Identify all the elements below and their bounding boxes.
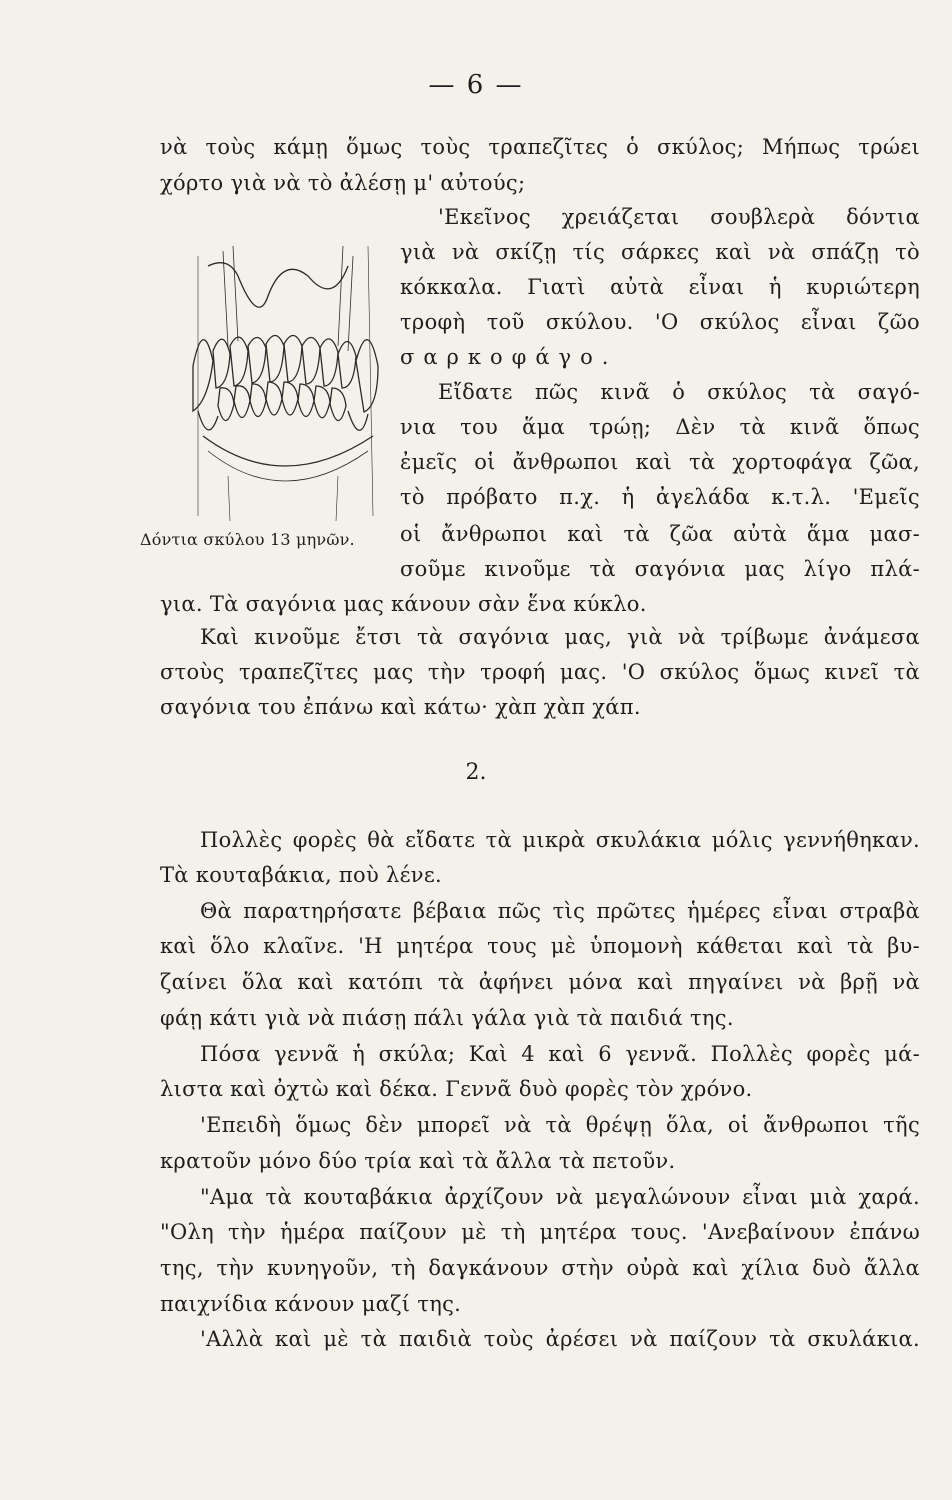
text-line: ἐμεῖς οἱ ἄνθρωποι καὶ τὰ χορτοφάγα ζῶα,: [400, 450, 920, 474]
text-line: παιχνίδια κάνουν μαζί της.: [160, 1292, 462, 1316]
text-line: τὸ πρόβατο π.χ. ἡ ἀγελάδα κ.τ.λ. 'Εμεῖς: [400, 485, 920, 509]
text-line: Πολλὲς φορὲς θὰ εἴδατε τὰ μικρὰ σκυλάκια μόλις γεννήθηκαν.: [200, 828, 920, 852]
page-number: — 6 —: [428, 70, 524, 100]
text-line: της, τὴν κυνηγοῦν, τὴ δαγκάνουν στὴν οὐρὰ καὶ χίλια δυὸ ἄλλα: [160, 1256, 920, 1280]
text-line: "Ολη τὴν ἡμέρα παίζουν μὲ τὴ μητέρα τους. 'Ανεβαίνουν ἐπάνω: [160, 1220, 920, 1244]
text-line: τροφὴ τοῦ σκύλου. 'Ο σκύλος εἶναι ζῶο: [400, 310, 920, 334]
text-line: γιὰ νὰ σκίζῃ τίς σάρκες καὶ νὰ σπάζῃ τὸ: [400, 240, 920, 264]
text-line: νὰ τοὺς κάμῃ ὅμως τοὺς τραπεζῖτες ὁ σκύλος; Μήπως τρώει: [160, 135, 920, 159]
text-line: για. Τὰ σαγόνια μας κάνουν σὰν ἕνα κύκλο.: [160, 592, 647, 616]
section-number: 2.: [465, 760, 487, 785]
dog-teeth-illustration: [168, 236, 398, 526]
figure-caption: Δόντια σκύλου 13 μηνῶν.: [140, 530, 355, 549]
text-line: στοὺς τραπεζῖτες μας τὴν τροφή μας. 'Ο σκύλος ὅμως κινεῖ τὰ: [160, 660, 920, 684]
text-line: σοῦμε κινοῦμε τὰ σαγόνια μας λίγο πλά-: [400, 557, 920, 581]
text-line: σαρκοφάγο.: [400, 345, 618, 369]
text-line: Πόσα γεννᾶ ἡ σκύλα; Καὶ 4 καὶ 6 γεννᾶ. Πολλὲς φορὲς μά-: [200, 1042, 920, 1066]
text-line: χόρτο γιὰ νὰ τὸ ἀλέσῃ μ' αὐτούς;: [160, 171, 526, 195]
text-line: 'Αλλὰ καὶ μὲ τὰ παιδιὰ τοὺς ἀρέσει νὰ παίζουν τὰ σκυλάκια.: [200, 1327, 920, 1351]
text-line: Θὰ παρατηρήσατε βέβαια πῶς τὶς πρῶτες ἡμέρες εἶναι στραβὰ: [200, 899, 920, 923]
text-line: φάῃ κάτι γιὰ νὰ πιάσῃ πάλι γάλα γιὰ τὰ παιδιά της.: [160, 1006, 734, 1030]
text-line: ζαίνει ὅλα καὶ κατόπι τὰ ἀφήνει μόνα καὶ πηγαίνει νὰ βρῇ νὰ: [160, 970, 920, 994]
text-line: "Αμα τὰ κουταβάκια ἀρχίζουν νὰ μεγαλώνουν εἶναι μιὰ χαρά.: [200, 1185, 920, 1209]
text-line: Καὶ κινοῦμε ἔτσι τὰ σαγόνια μας, γιὰ νὰ τρίβωμε ἀνάμεσα: [200, 625, 920, 649]
text-line: 'Επειδὴ ὅμως δὲν μπορεῖ νὰ τὰ θρέψῃ ὅλα, οἱ ἄνθρωποι τῆς: [200, 1113, 920, 1137]
text-line: οἱ ἄνθρωποι καὶ τὰ ζῶα αὐτὰ ἅμα μασ-: [400, 522, 920, 546]
text-line: καὶ ὅλο κλαῖνε. 'Η μητέρα τους μὲ ὑπομονὴ κάθεται καὶ τὰ βυ-: [160, 934, 920, 958]
text-line: Εἴδατε πῶς κινᾶ ὁ σκύλος τὰ σαγό-: [438, 380, 920, 404]
text-line: κρατοῦν μόνο δύο τρία καὶ τὰ ἄλλα τὰ πετοῦν.: [160, 1149, 676, 1173]
text-line: σαγόνια του ἐπάνω καὶ κάτω· χὰπ χὰπ χάπ.: [160, 695, 641, 719]
text-line: λιστα καὶ ὀχτὼ καὶ δέκα. Γεννᾶ δυὸ φορὲς τὸν χρόνο.: [160, 1077, 753, 1101]
dog-teeth-drawing: [168, 236, 398, 526]
text-line: νια του ἅμα τρώῃ; Δὲν τὰ κινᾶ ὅπως: [400, 415, 920, 439]
text-line: 'Εκεῖνος χρειάζεται σουβλερὰ δόντια: [438, 205, 920, 229]
text-line: Τὰ κουταβάκια, ποὺ λένε.: [160, 863, 443, 887]
text-line: κόκκαλα. Γιατὶ αὐτὰ εἶναι ἡ κυριώτερη: [400, 275, 920, 299]
